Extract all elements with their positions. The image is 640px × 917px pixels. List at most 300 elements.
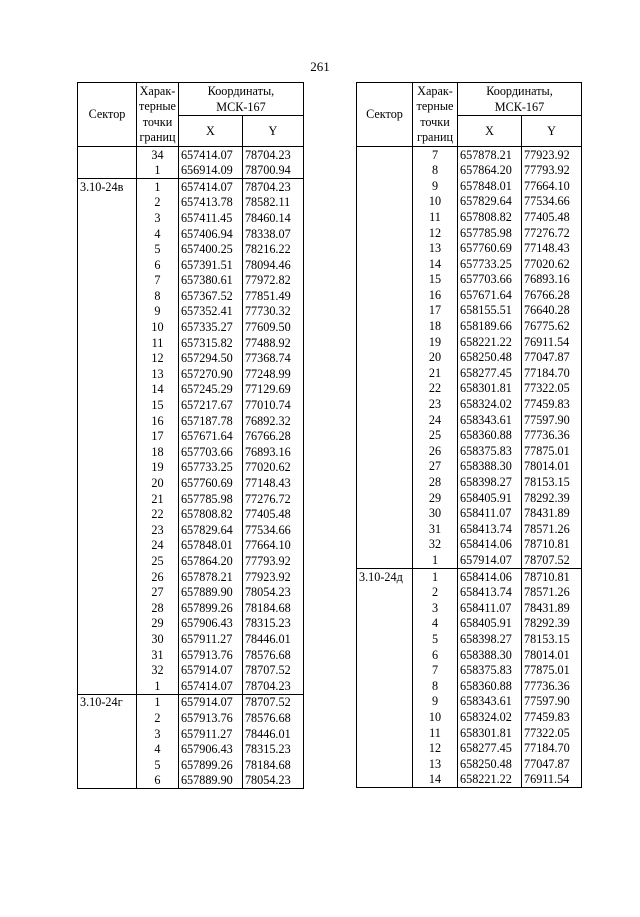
y-cell: 78571.26 <box>522 585 582 601</box>
sector-cell <box>357 725 413 741</box>
y-cell: 77405.48 <box>242 507 303 523</box>
point-cell: 4 <box>137 742 179 758</box>
point-cell: 16 <box>413 287 458 303</box>
table-row <box>357 772 582 788</box>
table-row <box>357 585 582 601</box>
x-cell: 657906.43 <box>178 742 242 758</box>
table-row <box>78 242 304 258</box>
y-cell: 76766.28 <box>522 287 582 303</box>
point-cell: 12 <box>137 351 179 367</box>
y-cell: 78184.68 <box>242 757 303 773</box>
x-cell: 658221.22 <box>458 772 522 788</box>
table-row <box>357 272 582 288</box>
y-cell: 78094.46 <box>242 257 303 273</box>
y-cell: 78054.23 <box>242 773 303 789</box>
sector-cell <box>357 365 413 381</box>
point-cell: 5 <box>413 631 458 647</box>
point-cell: 15 <box>413 272 458 288</box>
sector-cell <box>357 225 413 241</box>
sector-cell <box>78 351 137 367</box>
x-cell: 657911.27 <box>178 631 242 647</box>
sector-cell <box>78 631 137 647</box>
point-cell: 34 <box>137 147 179 163</box>
point-cell: 19 <box>413 334 458 350</box>
point-cell: 14 <box>137 382 179 398</box>
sector-cell <box>78 320 137 336</box>
x-cell: 657913.76 <box>178 710 242 726</box>
table-row <box>78 195 304 211</box>
x-cell: 658155.51 <box>458 303 522 319</box>
sector-cell <box>78 444 137 460</box>
table-row <box>78 257 304 273</box>
y-cell: 76911.54 <box>522 772 582 788</box>
header-char-line2: терные <box>416 99 454 113</box>
x-cell: 657380.61 <box>178 273 242 289</box>
y-cell: 77923.92 <box>522 147 582 163</box>
sector-cell <box>78 460 137 476</box>
x-cell: 658414.06 <box>458 537 522 553</box>
sector-cell <box>357 741 413 757</box>
x-cell: 657335.27 <box>178 320 242 336</box>
sector-cell <box>357 303 413 319</box>
sector-cell <box>357 147 413 163</box>
point-cell: 23 <box>413 397 458 413</box>
y-cell: 77368.74 <box>242 351 303 367</box>
y-cell: 76775.62 <box>522 319 582 335</box>
point-cell: 17 <box>413 303 458 319</box>
point-cell: 31 <box>413 521 458 537</box>
y-cell: 77405.48 <box>522 209 582 225</box>
x-cell: 658324.02 <box>458 709 522 725</box>
sector-cell <box>357 350 413 366</box>
point-cell: 22 <box>413 381 458 397</box>
x-cell: 658388.30 <box>458 647 522 663</box>
header-characteristic-points <box>137 83 179 147</box>
point-cell: 22 <box>137 507 179 523</box>
sector-cell <box>357 647 413 663</box>
point-cell: 10 <box>413 194 458 210</box>
table-body-left <box>78 147 304 789</box>
y-cell: 77851.49 <box>242 288 303 304</box>
sector-cell <box>357 709 413 725</box>
x-cell: 658343.61 <box>458 412 522 428</box>
x-cell: 657413.78 <box>178 195 242 211</box>
coordinates-table-left <box>77 82 304 789</box>
y-cell: 78704.23 <box>242 147 303 163</box>
point-cell: 27 <box>413 459 458 475</box>
sector-cell <box>357 381 413 397</box>
point-cell: 32 <box>413 537 458 553</box>
x-cell: 657906.43 <box>178 616 242 632</box>
y-cell: 78153.15 <box>522 474 582 490</box>
x-cell: 657217.67 <box>178 398 242 414</box>
header-char-line1: Харак- <box>417 83 453 98</box>
point-cell: 11 <box>413 725 458 741</box>
sector-cell <box>78 429 137 445</box>
table-row <box>78 742 304 758</box>
x-cell: 657367.52 <box>178 288 242 304</box>
sector-cell <box>78 647 137 663</box>
table-row <box>78 569 304 585</box>
sector-cell <box>357 663 413 679</box>
sector-cell <box>78 491 137 507</box>
sector-cell <box>357 272 413 288</box>
sector-cell <box>357 241 413 257</box>
x-cell: 658375.83 <box>458 663 522 679</box>
point-cell: 28 <box>413 474 458 490</box>
x-cell: 657733.25 <box>178 460 242 476</box>
y-cell: 78431.89 <box>522 600 582 616</box>
sector-cell <box>78 600 137 616</box>
y-cell: 77664.10 <box>242 538 303 554</box>
y-cell: 77793.92 <box>242 553 303 569</box>
table-row <box>357 756 582 772</box>
point-cell: 3 <box>413 600 458 616</box>
point-cell: 1 <box>413 569 458 585</box>
point-cell: 20 <box>137 475 179 491</box>
sector-cell <box>357 694 413 710</box>
sector-cell <box>78 726 137 742</box>
x-cell: 657245.29 <box>178 382 242 398</box>
point-cell: 25 <box>137 553 179 569</box>
x-cell: 657913.76 <box>178 647 242 663</box>
point-cell: 7 <box>413 663 458 679</box>
sector-cell <box>78 163 137 179</box>
point-cell: 29 <box>413 490 458 506</box>
table-row <box>357 709 582 725</box>
header-x: X <box>458 116 522 147</box>
table-row <box>78 491 304 507</box>
table-row <box>357 490 582 506</box>
sector-cell <box>357 428 413 444</box>
point-cell: 14 <box>413 772 458 788</box>
sector-cell <box>78 195 137 211</box>
table-row <box>78 163 304 179</box>
point-cell: 24 <box>137 538 179 554</box>
y-cell: 77972.82 <box>242 273 303 289</box>
point-cell: 5 <box>137 242 179 258</box>
sector-cell <box>78 742 137 758</box>
sector-cell <box>78 147 137 163</box>
x-cell: 657671.64 <box>458 287 522 303</box>
table-row <box>357 537 582 553</box>
table-row <box>357 616 582 632</box>
sector-cell <box>357 585 413 601</box>
point-cell: 13 <box>413 756 458 772</box>
x-cell: 657733.25 <box>458 256 522 272</box>
y-cell: 77923.92 <box>242 569 303 585</box>
table-row <box>357 147 582 163</box>
x-cell: 658411.07 <box>458 600 522 616</box>
point-cell: 12 <box>413 225 458 241</box>
table-row <box>78 179 304 195</box>
y-cell: 76893.16 <box>242 444 303 460</box>
x-cell: 657911.27 <box>178 726 242 742</box>
point-cell: 26 <box>413 443 458 459</box>
y-cell: 77148.43 <box>522 241 582 257</box>
y-cell: 78571.26 <box>522 521 582 537</box>
point-cell: 1 <box>137 179 179 195</box>
sector-cell <box>78 585 137 601</box>
y-cell: 77276.72 <box>242 491 303 507</box>
sector-cell <box>78 273 137 289</box>
point-cell: 13 <box>137 366 179 382</box>
sector-cell <box>78 413 137 429</box>
point-cell: 4 <box>137 226 179 242</box>
y-cell: 76893.16 <box>522 272 582 288</box>
sector-cell <box>357 163 413 179</box>
sector-cell <box>357 490 413 506</box>
y-cell: 77875.01 <box>522 443 582 459</box>
sector-cell: 3.10-24д <box>357 569 413 585</box>
y-cell: 78707.52 <box>242 694 303 710</box>
x-cell: 658360.88 <box>458 678 522 694</box>
sector-cell <box>357 443 413 459</box>
x-cell: 656914.09 <box>178 163 242 179</box>
x-cell: 657352.41 <box>178 304 242 320</box>
sector-cell <box>357 334 413 350</box>
point-cell: 18 <box>413 319 458 335</box>
x-cell: 657808.82 <box>178 507 242 523</box>
table-row <box>78 366 304 382</box>
point-cell: 9 <box>413 178 458 194</box>
y-cell: 78576.68 <box>242 647 303 663</box>
sector-cell <box>357 209 413 225</box>
y-cell: 77020.62 <box>522 256 582 272</box>
y-cell: 77184.70 <box>522 741 582 757</box>
point-cell: 9 <box>413 694 458 710</box>
sector-cell: 3.10-24г <box>78 694 137 710</box>
x-cell: 657829.64 <box>458 194 522 210</box>
table-row <box>357 741 582 757</box>
header-char-line1: Харак- <box>139 83 176 98</box>
sector-cell <box>357 256 413 272</box>
table-row <box>357 412 582 428</box>
table-row <box>357 459 582 475</box>
y-cell: 77609.50 <box>242 320 303 336</box>
x-cell: 657270.90 <box>178 366 242 382</box>
y-cell: 78292.39 <box>522 616 582 632</box>
table-row <box>357 194 582 210</box>
sector-cell <box>78 257 137 273</box>
header-coords-line1: Координаты, <box>207 84 275 98</box>
x-cell: 657829.64 <box>178 522 242 538</box>
y-cell: 78710.81 <box>522 537 582 553</box>
x-cell: 657703.66 <box>178 444 242 460</box>
y-cell: 78446.01 <box>242 631 303 647</box>
sector-cell <box>78 678 137 694</box>
point-cell: 28 <box>137 600 179 616</box>
x-cell: 657391.51 <box>178 257 242 273</box>
x-cell: 658414.06 <box>458 569 522 585</box>
x-cell: 657294.50 <box>178 351 242 367</box>
y-cell: 78338.07 <box>242 226 303 242</box>
x-cell: 657406.94 <box>178 226 242 242</box>
y-cell: 78700.94 <box>242 163 303 179</box>
point-cell: 11 <box>137 335 179 351</box>
point-cell: 5 <box>137 757 179 773</box>
table-row <box>78 694 304 710</box>
x-cell: 658250.48 <box>458 350 522 366</box>
x-cell: 657899.26 <box>178 600 242 616</box>
table-row <box>78 429 304 445</box>
table-row <box>78 398 304 414</box>
table-row <box>357 569 582 585</box>
table-row <box>357 694 582 710</box>
x-cell: 657414.07 <box>178 179 242 195</box>
table-row <box>78 773 304 789</box>
table-row <box>78 757 304 773</box>
point-cell: 23 <box>137 522 179 538</box>
y-cell: 77736.36 <box>522 678 582 694</box>
sector-cell <box>78 757 137 773</box>
point-cell: 8 <box>137 288 179 304</box>
x-cell: 658221.22 <box>458 334 522 350</box>
point-cell: 6 <box>137 773 179 789</box>
table-row <box>357 600 582 616</box>
y-cell: 78315.23 <box>242 616 303 632</box>
x-cell: 657671.64 <box>178 429 242 445</box>
table-row <box>357 209 582 225</box>
table-row <box>78 460 304 476</box>
x-cell: 657808.82 <box>458 209 522 225</box>
header-sector: Сектор <box>78 83 137 147</box>
y-cell: 78431.89 <box>522 506 582 522</box>
point-cell: 19 <box>137 460 179 476</box>
table-row <box>357 334 582 350</box>
table-row <box>357 521 582 537</box>
y-cell: 77248.99 <box>242 366 303 382</box>
table-row <box>78 678 304 694</box>
table-row <box>357 241 582 257</box>
table-row <box>78 413 304 429</box>
sector-cell <box>357 537 413 553</box>
point-cell: 6 <box>413 647 458 663</box>
table-row <box>357 319 582 335</box>
point-cell: 13 <box>413 241 458 257</box>
x-cell: 658301.81 <box>458 381 522 397</box>
x-cell: 657864.20 <box>458 163 522 179</box>
point-cell: 2 <box>137 710 179 726</box>
sector-cell <box>78 710 137 726</box>
y-cell: 78446.01 <box>242 726 303 742</box>
point-cell: 1 <box>413 552 458 568</box>
table-row <box>357 474 582 490</box>
point-cell: 32 <box>137 663 179 679</box>
sector-cell <box>78 553 137 569</box>
point-cell: 15 <box>137 398 179 414</box>
sector-cell <box>78 616 137 632</box>
sector-cell <box>357 474 413 490</box>
x-cell: 658388.30 <box>458 459 522 475</box>
x-cell: 657760.69 <box>178 475 242 491</box>
header-y: Y <box>522 116 582 147</box>
x-cell: 657785.98 <box>178 491 242 507</box>
x-cell: 658301.81 <box>458 725 522 741</box>
y-cell: 77534.66 <box>242 522 303 538</box>
table-row <box>78 538 304 554</box>
x-cell: 657878.21 <box>458 147 522 163</box>
table-row <box>357 678 582 694</box>
sector-cell <box>78 398 137 414</box>
x-cell: 657400.25 <box>178 242 242 258</box>
table-row <box>357 552 582 568</box>
table-row <box>357 303 582 319</box>
table-row <box>78 710 304 726</box>
table-row <box>78 663 304 679</box>
y-cell: 77047.87 <box>522 350 582 366</box>
y-cell: 78576.68 <box>242 710 303 726</box>
point-cell: 7 <box>137 273 179 289</box>
header-char-line4: границ <box>139 130 176 144</box>
point-cell: 10 <box>137 320 179 336</box>
y-cell: 78184.68 <box>242 600 303 616</box>
x-cell: 657703.66 <box>458 272 522 288</box>
table-row <box>357 663 582 679</box>
point-cell: 29 <box>137 616 179 632</box>
header-char-line4: границ <box>416 130 454 144</box>
point-cell: 3 <box>137 210 179 226</box>
table-row <box>357 287 582 303</box>
sector-cell <box>357 178 413 194</box>
x-cell: 658277.45 <box>458 741 522 757</box>
x-cell: 658375.83 <box>458 443 522 459</box>
table-row <box>78 273 304 289</box>
x-cell: 657864.20 <box>178 553 242 569</box>
table-row <box>78 631 304 647</box>
sector-cell <box>78 663 137 679</box>
sector-cell <box>357 287 413 303</box>
header-coordinates <box>458 83 582 116</box>
table-row <box>357 647 582 663</box>
x-cell: 658189.66 <box>458 319 522 335</box>
sector-cell <box>78 335 137 351</box>
y-cell: 77322.05 <box>522 381 582 397</box>
y-cell: 78707.52 <box>522 552 582 568</box>
table-row <box>357 631 582 647</box>
point-cell: 17 <box>137 429 179 445</box>
sector-cell <box>78 366 137 382</box>
header-char-line3: точки <box>142 114 173 129</box>
x-cell: 657914.07 <box>458 552 522 568</box>
point-cell: 31 <box>137 647 179 663</box>
x-cell: 658277.45 <box>458 365 522 381</box>
y-cell: 77736.36 <box>522 428 582 444</box>
x-cell: 658411.07 <box>458 506 522 522</box>
point-cell: 30 <box>413 506 458 522</box>
sector-cell <box>357 631 413 647</box>
y-cell: 77129.69 <box>242 382 303 398</box>
point-cell: 12 <box>413 741 458 757</box>
y-cell: 77459.83 <box>522 397 582 413</box>
sector-cell <box>78 522 137 538</box>
x-cell: 657414.07 <box>178 147 242 163</box>
x-cell: 658360.88 <box>458 428 522 444</box>
y-cell: 78315.23 <box>242 742 303 758</box>
point-cell: 11 <box>413 209 458 225</box>
sector-cell <box>78 475 137 491</box>
point-cell: 6 <box>137 257 179 273</box>
header-characteristic-points <box>413 83 458 147</box>
sector-cell <box>357 678 413 694</box>
x-cell: 658398.27 <box>458 631 522 647</box>
point-cell: 4 <box>413 616 458 632</box>
table-row <box>357 443 582 459</box>
y-cell: 77148.43 <box>242 475 303 491</box>
x-cell: 657889.90 <box>178 585 242 601</box>
table-row <box>357 225 582 241</box>
point-cell: 14 <box>413 256 458 272</box>
